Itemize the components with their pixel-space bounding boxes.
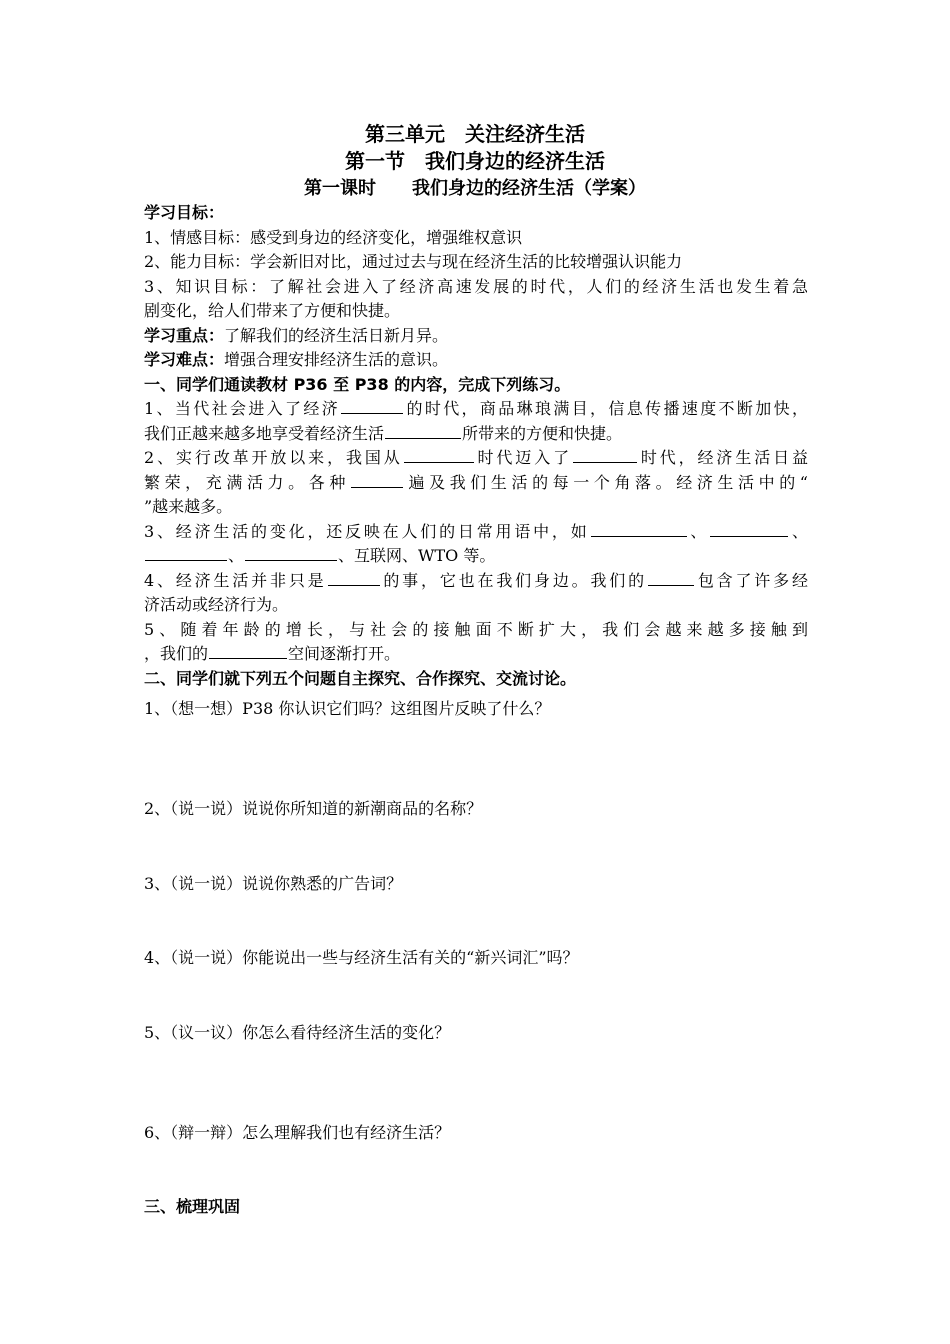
answer-blank[interactable]: [341, 398, 403, 414]
title-block: [0, 121, 950, 202]
answer-blank[interactable]: [573, 447, 637, 463]
answer-blank[interactable]: [245, 545, 337, 561]
discussion-question-3: 3、（说一说）说说你熟悉的广告词？: [144, 874, 403, 893]
section3-heading: 三、梳理巩固: [144, 1197, 241, 1216]
fill-question-2-cont: 繁荣，充满活力。各种 遍及我们生活的每一个角落。经济生活中的“: [144, 472, 808, 492]
fill-question-1: 1、当代社会进入了经济 的时代，商品琳琅满目，信息传播速度不断加快，: [144, 399, 808, 418]
fill-question-2: 2、实行改革开放以来，我国从 时代迈入了 时代，经济生活日益: [144, 448, 808, 467]
key-point-text: 了解我们的经济生活日新月异。: [224, 325, 449, 345]
lesson-title: 第一课时 我们身边的经济生活（学案）: [304, 178, 646, 199]
fill-question-3-cont: 、 、互联网、WTO 等。: [144, 544, 808, 569]
objective-item: 1、情感目标：感受到身边的经济变化，增强维权意识: [144, 227, 523, 247]
key-point-label: 学习重点：: [144, 325, 225, 345]
discussion-question-1: 1、（想一想）P38 你认识它们吗？这组图片反映了什么？: [144, 699, 551, 718]
difficulty-text: 增强合理安排经济生活的意识。: [224, 350, 449, 369]
answer-blank[interactable]: [710, 521, 788, 537]
key-point: [144, 324, 808, 349]
objective-item: 2、能力目标：学会新旧对比，通过过去与现在经济生活的比较增强认识能力: [144, 252, 683, 271]
section2-heading: 二、同学们就下列五个问题自主探究、合作探究、交流讨论。: [144, 668, 577, 688]
difficulty: [144, 348, 808, 373]
answer-blank[interactable]: [385, 423, 461, 439]
section1-heading: 一、同学们通读教材 P36 至 P38 的内容，完成下列练习。: [144, 374, 571, 394]
discussion-question-6: 6、（辩一辩）怎么理解我们也有经济生活？: [144, 1123, 451, 1142]
fill-question-2-end: ”越来越多。: [144, 497, 233, 516]
fill-question-4-cont: 济活动或经济行为。: [144, 595, 289, 614]
objective-item: 3、知识目标：了解社会进入了经济高速发展的时代，人们的经济生活也发生着急: [144, 276, 808, 296]
fill-question-4: 4、经济生活并非只是 的事，它也在我们身边。我们的 包含了许多经: [144, 570, 808, 590]
answer-blank[interactable]: [404, 447, 474, 463]
answer-blank[interactable]: [351, 472, 403, 488]
fill-question-5: 5、随着年龄的增长，与社会的接触面不断扩大，我们会越来越多接触到: [144, 619, 808, 639]
section-title: 第一节 我们身边的经济生活: [345, 149, 605, 173]
discussion-question-5: 5、（议一议）你怎么看待经济生活的变化？: [144, 1023, 451, 1042]
discussion-question-4: 4、（说一说）你能说出一些与经济生活有关的“新兴词汇”吗？: [144, 948, 579, 967]
fill-question-3: 3、经济生活的变化，还反映在人们的日常用语中，如 、 、: [144, 521, 808, 541]
fill-question-1-cont: 我们正越来越多地享受着经济生活 所带来的方便和快捷。: [144, 423, 623, 443]
worksheet-body: [144, 201, 808, 691]
unit-title: 第三单元 关注经济生活: [365, 122, 585, 146]
objective-item: 剧变化，给人们带来了方便和快捷。: [144, 301, 401, 320]
answer-blank[interactable]: [591, 521, 687, 537]
answer-blank[interactable]: [145, 545, 227, 561]
fill-question-5-cont: ，我们的 空间逐渐打开。: [144, 644, 401, 663]
objectives-heading: 学习目标：: [144, 203, 225, 222]
difficulty-label: 学习难点：: [144, 350, 225, 369]
discussion-question-2: 2、（说一说）说说你所知道的新潮商品的名称？: [144, 799, 483, 818]
answer-blank[interactable]: [209, 643, 287, 659]
answer-blank[interactable]: [648, 570, 694, 586]
answer-blank[interactable]: [328, 570, 380, 586]
